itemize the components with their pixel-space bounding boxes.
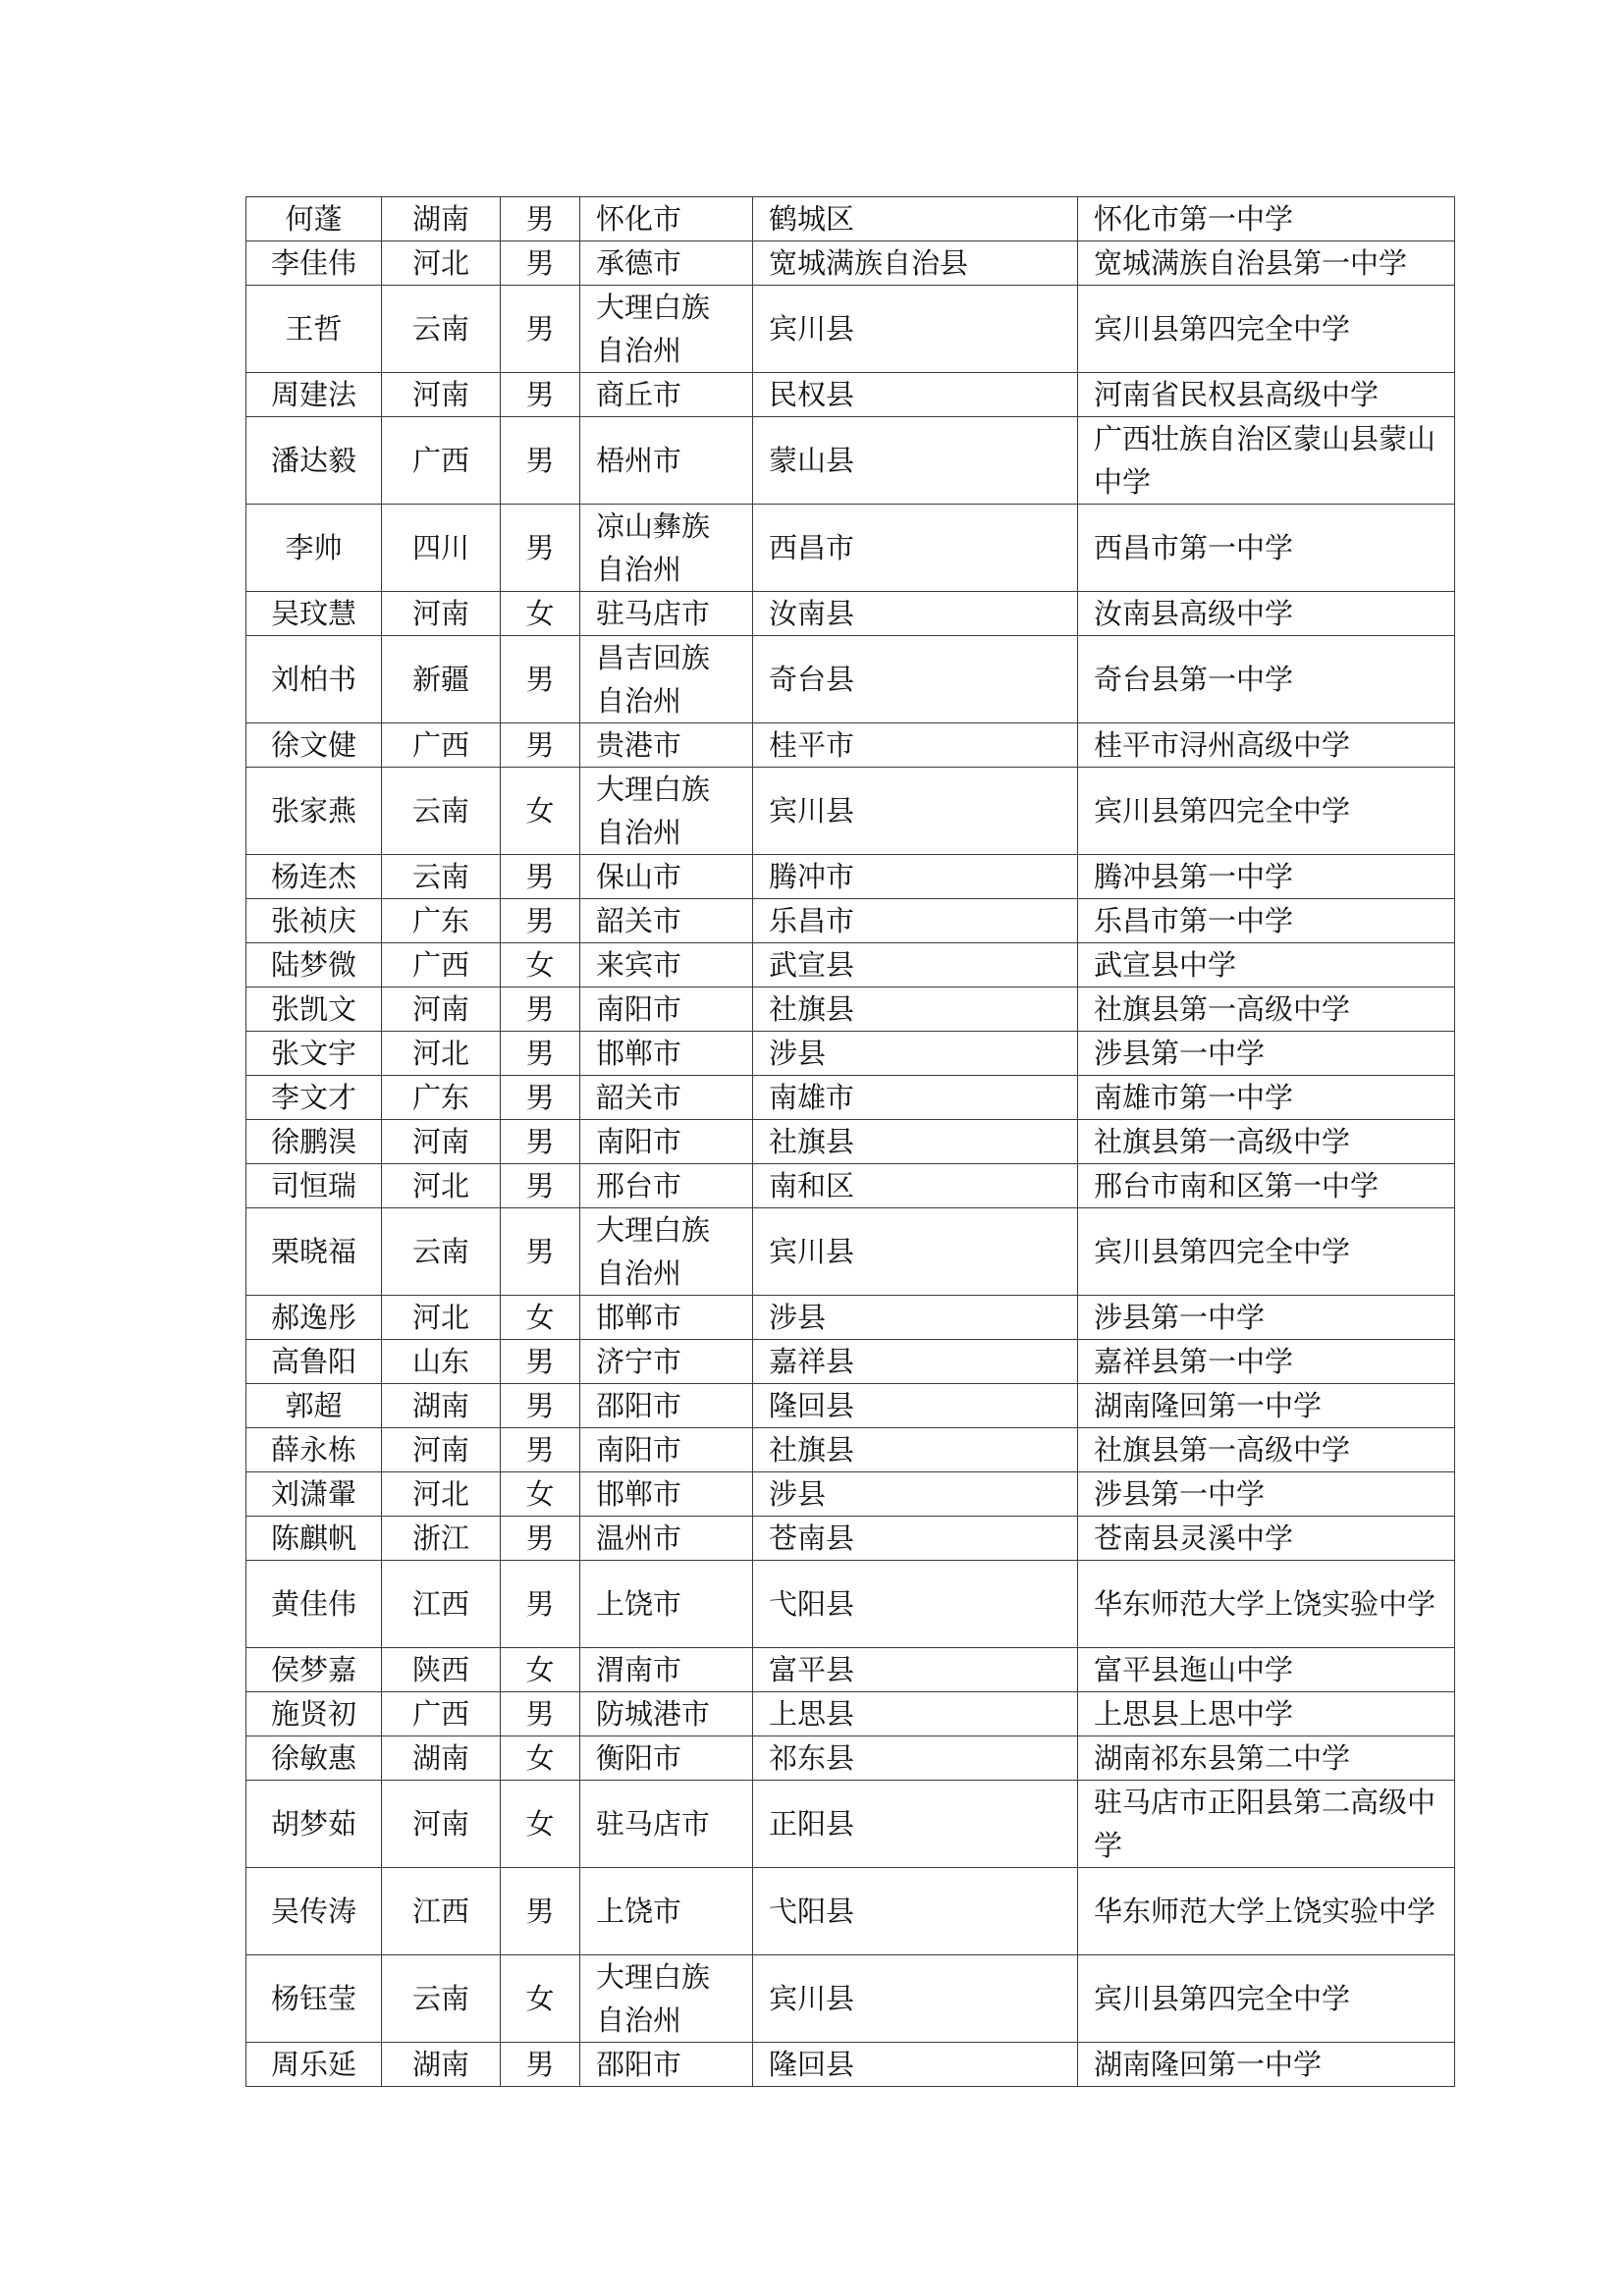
city-cell: 昌吉回族自治州: [580, 636, 753, 723]
province-cell: 新疆: [382, 636, 501, 723]
gender-cell: 男: [501, 1428, 580, 1472]
student-roster-table: [245, 196, 1455, 2087]
name-cell: 何蓬: [246, 197, 382, 241]
table-row: [246, 1296, 1455, 1340]
gender-cell: 男: [501, 1340, 580, 1384]
gender-cell: 女: [501, 1781, 580, 1868]
table-row: [246, 1472, 1455, 1517]
gender-cell: 男: [501, 1517, 580, 1561]
table-row: [246, 1955, 1455, 2043]
county-cell: 涉县: [753, 1296, 1078, 1340]
county-cell: 嘉祥县: [753, 1340, 1078, 1384]
gender-cell: 女: [501, 1648, 580, 1692]
gender-cell: 女: [501, 1736, 580, 1781]
province-cell: 湖南: [382, 197, 501, 241]
county-cell: 苍南县: [753, 1517, 1078, 1561]
school-cell: 腾冲县第一中学: [1078, 855, 1455, 899]
city-cell: 渭南市: [580, 1648, 753, 1692]
school-cell: 涉县第一中学: [1078, 1472, 1455, 1517]
province-cell: 浙江: [382, 1517, 501, 1561]
gender-cell: 男: [501, 417, 580, 505]
province-cell: 云南: [382, 855, 501, 899]
school-cell: 乐昌市第一中学: [1078, 899, 1455, 943]
table-row: [246, 1384, 1455, 1428]
table-row: [246, 943, 1455, 988]
city-cell: 邵阳市: [580, 2043, 753, 2087]
gender-cell: 女: [501, 1296, 580, 1340]
county-cell: 富平县: [753, 1648, 1078, 1692]
school-cell: 嘉祥县第一中学: [1078, 1340, 1455, 1384]
city-cell: 邯郸市: [580, 1296, 753, 1340]
gender-cell: 男: [501, 988, 580, 1032]
province-cell: 河南: [382, 373, 501, 417]
province-cell: 河北: [382, 1032, 501, 1076]
name-cell: 胡梦茹: [246, 1781, 382, 1868]
city-cell: 大理白族自治州: [580, 1955, 753, 2043]
county-cell: 民权县: [753, 373, 1078, 417]
city-cell: 驻马店市: [580, 1781, 753, 1868]
county-cell: 南和区: [753, 1164, 1078, 1208]
county-cell: 武宣县: [753, 943, 1078, 988]
gender-cell: 女: [501, 1955, 580, 2043]
county-cell: 社旗县: [753, 1120, 1078, 1164]
table-row: [246, 899, 1455, 943]
city-cell: 大理白族自治州: [580, 286, 753, 373]
table-row: [246, 1781, 1455, 1868]
province-cell: 河南: [382, 988, 501, 1032]
province-cell: 山东: [382, 1340, 501, 1384]
name-cell: 高鲁阳: [246, 1340, 382, 1384]
county-cell: 宽城满族自治县: [753, 241, 1078, 286]
school-cell: 宽城满族自治县第一中学: [1078, 241, 1455, 286]
school-cell: 邢台市南和区第一中学: [1078, 1164, 1455, 1208]
school-cell: 湖南隆回第一中学: [1078, 2043, 1455, 2087]
school-cell: 湖南隆回第一中学: [1078, 1384, 1455, 1428]
table-row: [246, 373, 1455, 417]
gender-cell: 男: [501, 197, 580, 241]
county-cell: 涉县: [753, 1472, 1078, 1517]
city-cell: 来宾市: [580, 943, 753, 988]
school-cell: 怀化市第一中学: [1078, 197, 1455, 241]
table-row: [246, 1164, 1455, 1208]
gender-cell: 男: [501, 2043, 580, 2087]
gender-cell: 男: [501, 1561, 580, 1648]
city-cell: 济宁市: [580, 1340, 753, 1384]
province-cell: 湖南: [382, 1736, 501, 1781]
province-cell: 湖南: [382, 2043, 501, 2087]
table-row: [246, 1076, 1455, 1120]
school-cell: 奇台县第一中学: [1078, 636, 1455, 723]
name-cell: 刘柏书: [246, 636, 382, 723]
city-cell: 邵阳市: [580, 1384, 753, 1428]
school-cell: 宾川县第四完全中学: [1078, 768, 1455, 855]
gender-cell: 男: [501, 1076, 580, 1120]
school-cell: 社旗县第一高级中学: [1078, 988, 1455, 1032]
table-row: [246, 1561, 1455, 1648]
name-cell: 杨连杰: [246, 855, 382, 899]
gender-cell: 男: [501, 855, 580, 899]
province-cell: 河北: [382, 241, 501, 286]
county-cell: 祁东县: [753, 1736, 1078, 1781]
school-cell: 武宣县中学: [1078, 943, 1455, 988]
table-row: [246, 1208, 1455, 1296]
city-cell: 韶关市: [580, 1076, 753, 1120]
name-cell: 陆梦微: [246, 943, 382, 988]
city-cell: 韶关市: [580, 899, 753, 943]
name-cell: 施贤初: [246, 1692, 382, 1736]
city-cell: 南阳市: [580, 1120, 753, 1164]
gender-cell: 男: [501, 1032, 580, 1076]
table-row: [246, 723, 1455, 768]
name-cell: 侯梦嘉: [246, 1648, 382, 1692]
name-cell: 李佳伟: [246, 241, 382, 286]
province-cell: 河南: [382, 592, 501, 636]
gender-cell: 男: [501, 1868, 580, 1955]
city-cell: 驻马店市: [580, 592, 753, 636]
table-row: [246, 768, 1455, 855]
table-row: [246, 1032, 1455, 1076]
school-cell: 上思县上思中学: [1078, 1692, 1455, 1736]
school-cell: 南雄市第一中学: [1078, 1076, 1455, 1120]
county-cell: 蒙山县: [753, 417, 1078, 505]
province-cell: 广西: [382, 723, 501, 768]
city-cell: 邯郸市: [580, 1472, 753, 1517]
city-cell: 商丘市: [580, 373, 753, 417]
roster-body: [246, 197, 1455, 2087]
school-cell: 涉县第一中学: [1078, 1032, 1455, 1076]
county-cell: 鹤城区: [753, 197, 1078, 241]
county-cell: 宾川县: [753, 1955, 1078, 2043]
gender-cell: 男: [501, 241, 580, 286]
name-cell: 黄佳伟: [246, 1561, 382, 1648]
table-row: [246, 1736, 1455, 1781]
name-cell: 吴玟慧: [246, 592, 382, 636]
province-cell: 广西: [382, 943, 501, 988]
table-row: [246, 1428, 1455, 1472]
city-cell: 邯郸市: [580, 1032, 753, 1076]
name-cell: 张家燕: [246, 768, 382, 855]
county-cell: 上思县: [753, 1692, 1078, 1736]
county-cell: 南雄市: [753, 1076, 1078, 1120]
county-cell: 西昌市: [753, 505, 1078, 592]
county-cell: 腾冲市: [753, 855, 1078, 899]
table-row: [246, 636, 1455, 723]
city-cell: 保山市: [580, 855, 753, 899]
table-row: [246, 241, 1455, 286]
school-cell: 社旗县第一高级中学: [1078, 1428, 1455, 1472]
table-row: [246, 505, 1455, 592]
city-cell: 怀化市: [580, 197, 753, 241]
county-cell: 社旗县: [753, 988, 1078, 1032]
name-cell: 陈麒帆: [246, 1517, 382, 1561]
county-cell: 隆回县: [753, 2043, 1078, 2087]
province-cell: 河南: [382, 1781, 501, 1868]
gender-cell: 男: [501, 505, 580, 592]
school-cell: 汝南县高级中学: [1078, 592, 1455, 636]
table-row: [246, 1120, 1455, 1164]
gender-cell: 女: [501, 592, 580, 636]
county-cell: 奇台县: [753, 636, 1078, 723]
school-cell: 西昌市第一中学: [1078, 505, 1455, 592]
province-cell: 河南: [382, 1428, 501, 1472]
name-cell: 李文才: [246, 1076, 382, 1120]
table-row: [246, 988, 1455, 1032]
school-cell: 华东师范大学上饶实验中学: [1078, 1868, 1455, 1955]
gender-cell: 男: [501, 1164, 580, 1208]
name-cell: 王哲: [246, 286, 382, 373]
name-cell: 薛永栋: [246, 1428, 382, 1472]
province-cell: 广东: [382, 1076, 501, 1120]
province-cell: 广西: [382, 1692, 501, 1736]
name-cell: 刘潇翬: [246, 1472, 382, 1517]
county-cell: 宾川县: [753, 768, 1078, 855]
gender-cell: 女: [501, 1472, 580, 1517]
province-cell: 云南: [382, 1208, 501, 1296]
gender-cell: 男: [501, 1692, 580, 1736]
table-row: [246, 1517, 1455, 1561]
county-cell: 宾川县: [753, 286, 1078, 373]
name-cell: 张祯庆: [246, 899, 382, 943]
table-row: [246, 197, 1455, 241]
province-cell: 广东: [382, 899, 501, 943]
school-cell: 宾川县第四完全中学: [1078, 1955, 1455, 2043]
name-cell: 郭超: [246, 1384, 382, 1428]
province-cell: 云南: [382, 286, 501, 373]
county-cell: 正阳县: [753, 1781, 1078, 1868]
city-cell: 衡阳市: [580, 1736, 753, 1781]
school-cell: 富平县迤山中学: [1078, 1648, 1455, 1692]
school-cell: 湖南祁东县第二中学: [1078, 1736, 1455, 1781]
city-cell: 大理白族自治州: [580, 1208, 753, 1296]
table-row: [246, 417, 1455, 505]
school-cell: 涉县第一中学: [1078, 1296, 1455, 1340]
table-row: [246, 1340, 1455, 1384]
county-cell: 社旗县: [753, 1428, 1078, 1472]
name-cell: 徐文健: [246, 723, 382, 768]
name-cell: 栗晓福: [246, 1208, 382, 1296]
name-cell: 郝逸彤: [246, 1296, 382, 1340]
city-cell: 贵港市: [580, 723, 753, 768]
county-cell: 弋阳县: [753, 1868, 1078, 1955]
province-cell: 云南: [382, 1955, 501, 2043]
gender-cell: 女: [501, 768, 580, 855]
school-cell: 河南省民权县高级中学: [1078, 373, 1455, 417]
gender-cell: 女: [501, 943, 580, 988]
name-cell: 周乐延: [246, 2043, 382, 2087]
table-row: [246, 855, 1455, 899]
province-cell: 河南: [382, 1120, 501, 1164]
city-cell: 梧州市: [580, 417, 753, 505]
province-cell: 河北: [382, 1164, 501, 1208]
gender-cell: 男: [501, 286, 580, 373]
county-cell: 涉县: [753, 1032, 1078, 1076]
school-cell: 苍南县灵溪中学: [1078, 1517, 1455, 1561]
county-cell: 汝南县: [753, 592, 1078, 636]
school-cell: 宾川县第四完全中学: [1078, 286, 1455, 373]
city-cell: 凉山彝族自治州: [580, 505, 753, 592]
county-cell: 桂平市: [753, 723, 1078, 768]
county-cell: 弋阳县: [753, 1561, 1078, 1648]
table-row: [246, 1868, 1455, 1955]
school-cell: 桂平市浔州高级中学: [1078, 723, 1455, 768]
gender-cell: 男: [501, 899, 580, 943]
name-cell: 徐鹏淏: [246, 1120, 382, 1164]
province-cell: 河北: [382, 1296, 501, 1340]
province-cell: 河北: [382, 1472, 501, 1517]
gender-cell: 男: [501, 723, 580, 768]
school-cell: 广西壮族自治区蒙山县蒙山中学: [1078, 417, 1455, 505]
city-cell: 大理白族自治州: [580, 768, 753, 855]
province-cell: 陕西: [382, 1648, 501, 1692]
name-cell: 吴传涛: [246, 1868, 382, 1955]
city-cell: 南阳市: [580, 988, 753, 1032]
school-cell: 驻马店市正阳县第二高级中学: [1078, 1781, 1455, 1868]
name-cell: 杨钰莹: [246, 1955, 382, 2043]
name-cell: 张凯文: [246, 988, 382, 1032]
city-cell: 承德市: [580, 241, 753, 286]
county-cell: 乐昌市: [753, 899, 1078, 943]
province-cell: 江西: [382, 1561, 501, 1648]
table-row: [246, 592, 1455, 636]
table-row: [246, 2043, 1455, 2087]
province-cell: 云南: [382, 768, 501, 855]
county-cell: 宾川县: [753, 1208, 1078, 1296]
name-cell: 徐敏惠: [246, 1736, 382, 1781]
city-cell: 南阳市: [580, 1428, 753, 1472]
table-row: [246, 1648, 1455, 1692]
gender-cell: 男: [501, 373, 580, 417]
gender-cell: 男: [501, 1208, 580, 1296]
school-cell: 宾川县第四完全中学: [1078, 1208, 1455, 1296]
county-cell: 隆回县: [753, 1384, 1078, 1428]
province-cell: 湖南: [382, 1384, 501, 1428]
name-cell: 司恒瑞: [246, 1164, 382, 1208]
school-cell: 华东师范大学上饶实验中学: [1078, 1561, 1455, 1648]
gender-cell: 男: [501, 1120, 580, 1164]
name-cell: 李帅: [246, 505, 382, 592]
city-cell: 上饶市: [580, 1561, 753, 1648]
name-cell: 张文宇: [246, 1032, 382, 1076]
province-cell: 四川: [382, 505, 501, 592]
table-row: [246, 1692, 1455, 1736]
gender-cell: 男: [501, 636, 580, 723]
city-cell: 上饶市: [580, 1868, 753, 1955]
province-cell: 广西: [382, 417, 501, 505]
name-cell: 潘达毅: [246, 417, 382, 505]
table-row: [246, 286, 1455, 373]
city-cell: 邢台市: [580, 1164, 753, 1208]
city-cell: 防城港市: [580, 1692, 753, 1736]
city-cell: 温州市: [580, 1517, 753, 1561]
province-cell: 江西: [382, 1868, 501, 1955]
name-cell: 周建法: [246, 373, 382, 417]
gender-cell: 男: [501, 1384, 580, 1428]
school-cell: 社旗县第一高级中学: [1078, 1120, 1455, 1164]
